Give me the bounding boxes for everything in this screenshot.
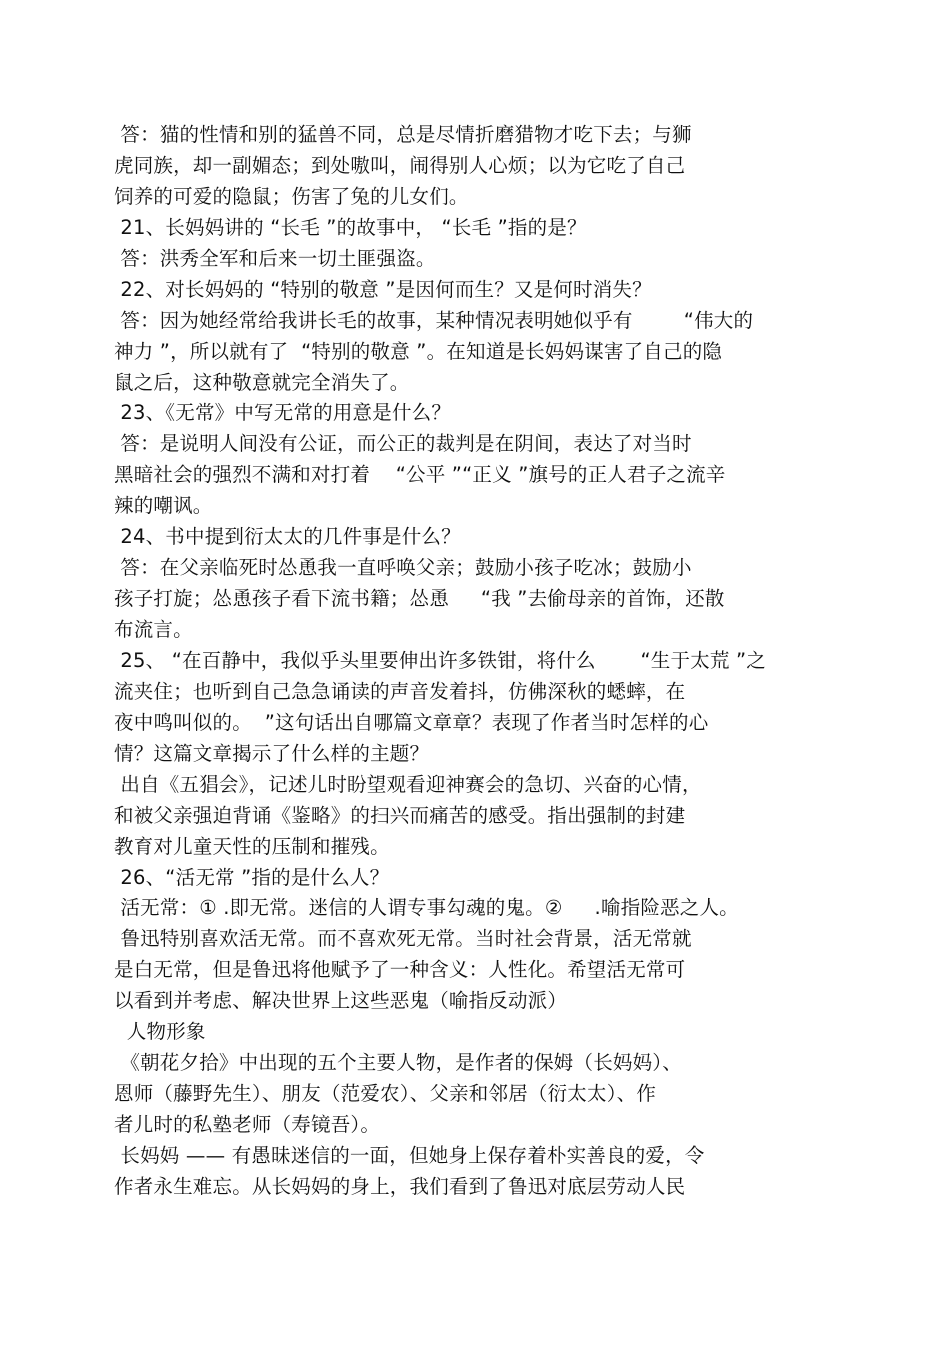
text-line: 24、书中提到衍太太的几件事是什么？	[114, 525, 461, 549]
text-line: 鼠之后，这种敬意就完全消失了。	[114, 370, 410, 394]
text-line: 孩子打旋；怂恿孩子看下流书籍；怂恿 “我 ”去偷母亲的首饰，还散	[114, 587, 725, 611]
text-line: 《朝花夕拾》中出现的五个主要人物，是作者的保姆（长妈妈）、	[114, 1051, 682, 1075]
text-line: 恩师（藤野先生）、朋友（范爱农）、父亲和邻居（衍太太）、作	[114, 1082, 657, 1106]
text-line: 作者永生难忘。从长妈妈的身上，我们看到了鲁迅对底层劳动人民	[114, 1174, 686, 1198]
text-line: 长妈妈 —— 有愚昧迷信的一面，但她身上保存着朴实善良的爱，令	[114, 1143, 705, 1167]
text-line: 22、对长妈妈的 “特别的敬意 ”是因何而生？又是何时消失？	[114, 277, 652, 301]
text-line: 人物形象	[114, 1020, 206, 1044]
document-body	[114, 120, 814, 1203]
text-line: 是白无常，但是鲁迅将他赋予了一种含义：人性化。希望活无常可	[114, 958, 686, 982]
text-line: 和被父亲强迫背诵《鉴略》的扫兴而痛苦的感受。指出强制的封建	[114, 803, 686, 827]
text-line: 25、 “在百静中，我似乎头里要伸出许多铁钳，将什么 “生于太荒 ”之	[114, 648, 767, 672]
text-line: 黑暗社会的强烈不满和对打着 “公平 ”“正义 ”旗号的正人君子之流辛	[114, 463, 726, 487]
text-line: 活无常：① .即无常。迷信的人谓专事勾魂的鬼。② .喻指险恶之人。	[114, 896, 739, 920]
text-line: 虎同族，却一副媚态；到处嗷叫，闹得别人心烦；以为它吃了自己	[114, 153, 686, 177]
text-line: 答：洪秀全军和后来一切土匪强盗。	[114, 246, 436, 270]
text-line: 21、长妈妈讲的 “长毛 ”的故事中， “长毛 ”指的是？	[114, 215, 587, 239]
text-line: 教育对儿童天性的压制和摧残。	[114, 834, 390, 858]
text-line: 以看到并考虑、解决世界上这些恶鬼（喻指反动派）	[114, 989, 568, 1013]
text-line: 鲁迅特别喜欢活无常。而不喜欢死无常。当时社会背景，活无常就	[114, 927, 692, 951]
text-line: 情？这篇文章揭示了什么样的主题？	[114, 741, 430, 765]
text-line: 答：是说明人间没有公证，而公正的裁判是在阴间，表达了对当时	[114, 432, 692, 456]
text-line: 辣的嘲讽。	[114, 494, 213, 518]
text-line: 出自《五猖会》，记述儿时盼望观看迎神赛会的急切、兴奋的心情，	[114, 772, 702, 796]
text-line: 答：因为她经常给我讲长毛的故事，某种情况表明她似乎有 “伟大的	[114, 308, 754, 332]
text-line: 饲养的可爱的隐鼠；伤害了兔的儿女们。	[114, 184, 469, 208]
text-line: 23、《无常》中写无常的用意是什么？	[114, 401, 452, 425]
text-line: 神力 ”，所以就有了 “特别的敬意 ”。在知道是长妈妈谋害了自己的隐	[114, 339, 723, 363]
text-line: 答：猫的性情和别的猛兽不同，总是尽情折磨猎物才吃下去；与狮	[114, 123, 692, 146]
text-line: 26、“活无常 ”指的是什么人？	[114, 865, 390, 889]
text-line: 答：在父亲临死时怂恿我一直呼唤父亲；鼓励小孩子吃冰；鼓励小	[114, 556, 692, 580]
text-line: 布流言。	[114, 618, 193, 641]
text-line: 者儿时的私塾老师（寿镜吾）。	[114, 1113, 381, 1136]
text-line: 夜中鸣叫似的。 ”这句话出自哪篇文章章？表现了作者当时怎样的心	[114, 710, 709, 734]
text-line: 流夹住；也听到自己急急诵读的声音发着抖，仿佛深秋的蟋蟀，在	[114, 679, 686, 703]
